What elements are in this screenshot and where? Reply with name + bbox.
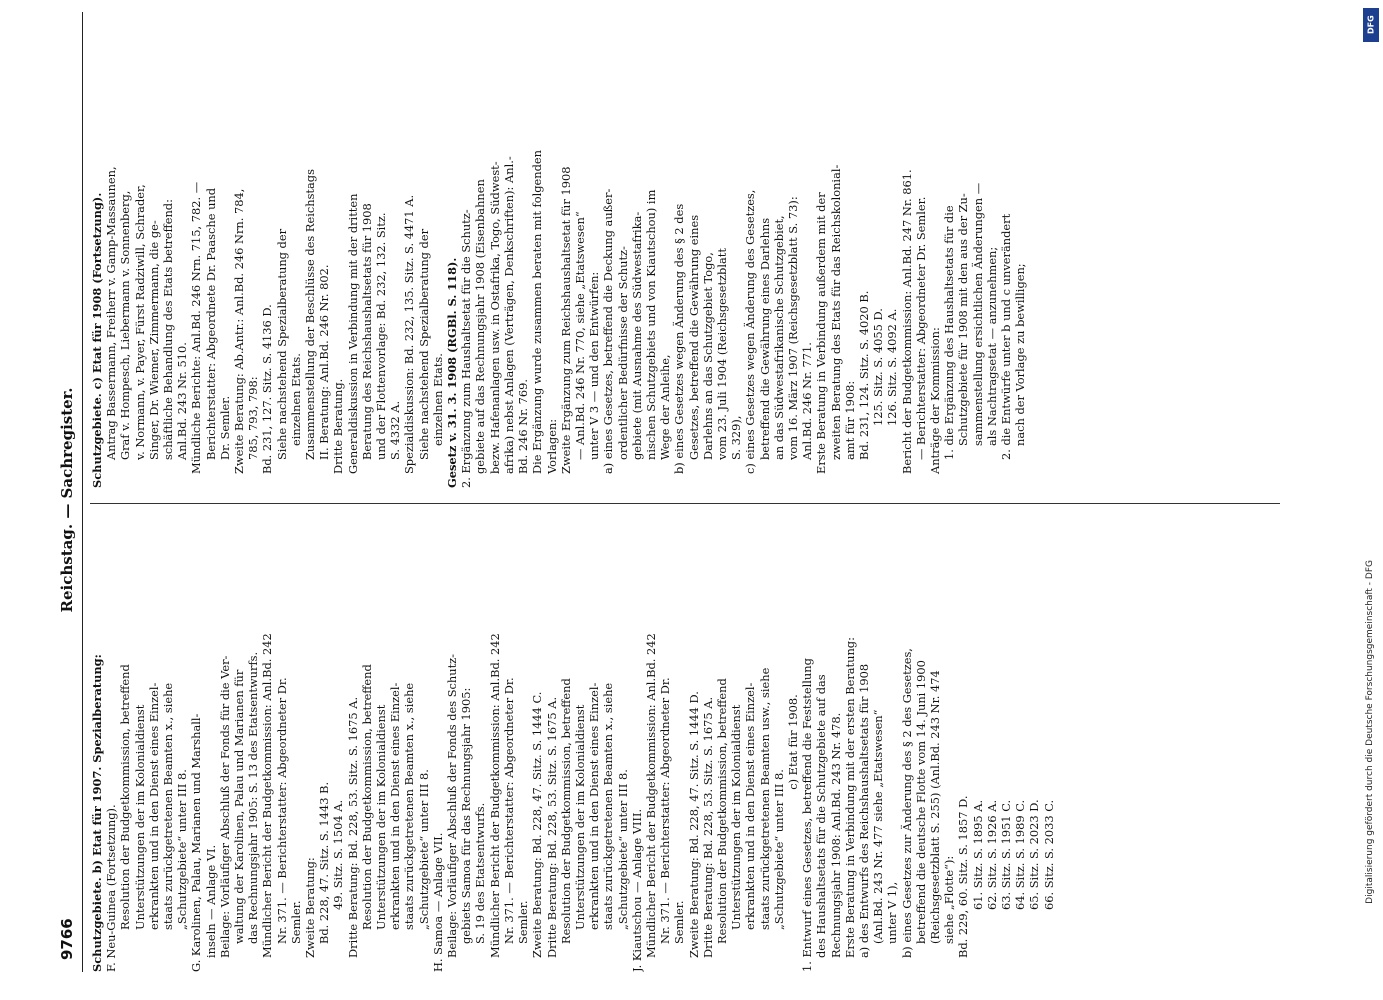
text-line: Beilage: Vorläufiger Abschluß der Fonds des Schutz- [445, 653, 460, 958]
text-line: Bd. 229, 60. Sitz. S. 1857 D. [956, 795, 971, 958]
text-line: a) eines Gesetzes, betreffend die Deckung außer- [601, 188, 616, 474]
page-number: 9766 [58, 918, 76, 960]
text-line: 62. Sitz. S. 1926 A. [984, 799, 999, 910]
text-line: Graf v. Hompesch, Liebermann v. Sonnenberg, [118, 190, 133, 460]
text-line: b) eines Gesetzes wegen Änderung des § 2 des [672, 203, 687, 474]
text-line: a) des Entwurfs des Reichshaushaltsetats für 1908 [856, 663, 871, 958]
text-line: c) eines Gesetzes wegen Änderung des Gesetzes, [743, 189, 758, 474]
text-line: Anl.Bd. 246 Nr. 771. [800, 342, 815, 460]
text-line: Bd. 228, 47. Sitz. S. 1443 B. [317, 781, 332, 944]
text-line: bezw. Hafenanlagen usw. in Ostafrika, Togo, Südwest- [487, 161, 502, 474]
text-line: sammenstellung ersichtlichen Änderungen — [970, 182, 985, 446]
text-line: Nr. 371. — Berichterstatter: Abgeordneter Dr. [658, 677, 673, 944]
text-line: J. Kiautschou — Anlage VIII. [629, 808, 644, 972]
text-line: einzelnen Etats. [430, 353, 445, 446]
text-line: S. 19 des Etatsentwurfs. [473, 802, 488, 944]
text-line: 65. Sitz. S. 2023 D. [1027, 799, 1042, 910]
text-line: erkrankten und in den Dienst eines Einzel- [388, 682, 403, 930]
text-line: 66. Sitz. S. 2033 C. [1041, 799, 1056, 910]
text-line: b) eines Gesetzes zur Änderung des § 2 des Gesetzes, [899, 648, 914, 958]
text-line: nischen Schutzgebiets und von Kiautschou) im [643, 189, 658, 460]
text-line: 1. Entwurf eines Gesetzes, betreffend die Feststellung [800, 658, 815, 972]
text-line: 126. Sitz. S. 4092 A. [885, 308, 900, 426]
text-line: und der Flottenvorlage: Bd. 232, 132. Sitz. [374, 212, 389, 460]
text-line: Dritte Beratung: Bd. 228, 53. Sitz. S. 1675 A. [345, 696, 360, 958]
text-line: — Anl.Bd. 246 Nr. 770, siehe „Etatswesen“ [572, 211, 587, 460]
text-line: einzelnen Etats. [288, 353, 303, 446]
text-line: v. Normann, v. Payer, Fürst Radziwill, Schrader, [132, 184, 147, 460]
header-rule [82, 12, 83, 972]
text-line: als Nachtragsetat — anzunehmen; [984, 246, 999, 446]
text-line: 64. Sitz. S. 1989 C. [1013, 799, 1028, 910]
text-line: Anträge der Kommission: [927, 327, 942, 474]
text-line: Anl.Bd. 243 Nr. 510. [175, 342, 190, 460]
text-line: Die Ergänzung wurde zusammen beraten mit folgenden [530, 150, 545, 474]
text-line: Erste Beratung in Verbindung außerdem mit der [814, 192, 829, 474]
text-line: Siehe nachstehend Spezialberatung der [274, 228, 289, 460]
text-line: betreffend die deutsche Flotte vom 14. Juni 1900 [913, 660, 928, 944]
text-line: 125. Sitz. S. 4055 D. [871, 308, 886, 426]
text-line: Mündlicher Bericht der Budgetkommission: Anl.Bd. 242 [487, 633, 502, 958]
text-line: 2. die Entwürfe unter b und c unverändert [999, 213, 1013, 460]
text-line: Erste Beratung in Verbindung mit der ersten Beratung: [842, 637, 857, 958]
text-line: Bericht der Budgetkommission: Anl.Bd. 247 Nr. 861. [899, 169, 914, 474]
text-line: Bd. 231, 124. Sitz. S. 4020 B. [856, 290, 871, 460]
text-line: Bd. 231, 127. Sitz. S. 4136 D. [260, 304, 275, 474]
text-line: an das Südwestafrikanische Schutzgebiet, [771, 215, 786, 460]
text-line: S. 329), [729, 415, 744, 460]
text-line: „Schutzgebiete“ unter III 8. [771, 769, 786, 930]
text-line: des Haushaltsetats für die Schutzgebiete auf das [814, 674, 829, 958]
text-line: „Schutzgebiete“ unter III 8. [416, 769, 431, 930]
text-line: erkrankten und in den Dienst eines Einzel- [587, 682, 602, 930]
text-line: G. Karolinen, Palau, Marianen und Marshall- [189, 713, 204, 972]
text-line: Semler. [672, 900, 687, 944]
text-line: „Schutzgebiete“ unter III 8. [615, 769, 630, 930]
text-line: afrika) nebst Anlagen (Verträgen, Denkschriften): Anl.- [501, 156, 516, 474]
text-line: F. Neu-Guinea (Fortsetzung). [104, 804, 119, 972]
text-line: Rechnungsjahr 1908: Anl.Bd. 243 Nr. 478. [828, 712, 843, 958]
text-line: Unterstützungen der im Kolonialdienst [132, 704, 147, 930]
text-line: Nr. 371. — Berichterstatter: Abgeordneter Dr. [501, 677, 516, 944]
text-line: Semler. [516, 900, 531, 944]
text-line: Semler. [288, 900, 303, 944]
text-line: Dritte Beratung. [331, 378, 346, 474]
text-line: Singer, Dr. Wiemer, Zimmermann, die ge- [146, 220, 161, 460]
text-line: Resolution der Budgetkommission, betreffend [359, 664, 374, 930]
text-line: 1. die Ergänzung des Haushaltsetats für die [942, 205, 957, 460]
text-line: nach der Vorlage zu bewilligen; [1013, 263, 1028, 446]
text-line: Resolution der Budgetkommission, betreffend [118, 664, 133, 930]
digitization-sidebar [1363, 0, 1381, 1000]
text-line: Zweite Beratung: Ab.Antr.: Anl.Bd. 246 Nrn. 784, [232, 188, 247, 474]
text-line: staats zurückgetretenen Beamten x., siehe [161, 682, 176, 930]
text-line: Dr. Semler. [217, 395, 232, 460]
text-line: vom 16. März 1907 (Reichsgesetzblatt S. 73): [785, 196, 800, 460]
running-head [58, 0, 78, 1000]
text-line: gebiete (mit Ausnahme des Südwestafrika- [629, 211, 644, 460]
column-divider [90, 503, 1280, 504]
text-line: Schutzgebiete. c) Etat für 1908 (Fortsetzung). [90, 192, 104, 488]
text-line: 61. Sitz. S. 1895 A. [970, 799, 985, 910]
text-line: Resolution der Budgetkommission, betreffend [558, 678, 573, 944]
text-line: Schutzgebiete. b) Etat für 1907. Spezialberatung: [90, 654, 104, 972]
text-line: inseln — Anlage VI. [203, 844, 218, 958]
text-line: H. Samoa — Anlage VII. [430, 832, 445, 972]
left-column [90, 512, 1056, 972]
text-line: unter V 3 — und den Entwürfen: [587, 271, 602, 460]
text-line: Zweite Beratung: Bd. 228, 47. Sitz. S. 1444 C. [530, 691, 545, 958]
text-line: vom 23. Juli 1904 (Reichsgesetzblatt [714, 248, 729, 460]
text-line: Vorlagen: [544, 418, 559, 474]
text-line: Beratung des Reichshaushaltsetats für 1908 [359, 203, 374, 460]
text-line: 785, 793, 798: [246, 376, 261, 460]
text-line: — Berichterstatter: Abgeordneter Dr. Semler. [913, 196, 928, 460]
text-line: 2. Ergänzung zum Haushaltsetat für die Schutz- [459, 209, 474, 488]
text-line: Darlehns an das Schutzgebiet Togo, [700, 252, 715, 460]
text-line: Unterstützungen der im Kolonialdienst [729, 704, 744, 930]
text-line: S. 4332 A. [388, 400, 403, 460]
text-line: staats zurückgetretenen Beamten usw., siehe [757, 667, 772, 930]
text-line: Zweite Beratung: [303, 857, 318, 958]
text-line: Zusammenstellung der Beschlüsse des Reichstags [303, 169, 318, 460]
text-line: erkrankten und in den Dienst eines Einzel- [743, 682, 758, 930]
text-line: Beilage: Vorläufiger Abschluß der Fonds für die Ver- [217, 655, 232, 958]
text-line: das Rechnungsjahr 1905: S. 13 des Etatsentwurfs. [246, 651, 261, 944]
text-line: siehe „Flotte“): [942, 855, 957, 944]
text-line: Gesetzes, betreffend die Gewährung eines [686, 214, 701, 460]
text-line: betreffend die Gewährung eines Darlehns [757, 217, 772, 460]
text-line: zweiten Beratung des Etats für das Reichskolonial- [828, 164, 843, 460]
text-line: ordentlicher Bedürfnisse der Schutz- [615, 246, 630, 460]
text-line: Nr. 371. — Berichterstatter: Abgeordneter Dr. [274, 677, 289, 944]
text-line: II. Beratung: Anl.Bd. 246 Nr. 802. [317, 264, 332, 460]
text-line: Zweite Ergänzung zum Reichshaushaltsetat für 1908 [558, 166, 573, 474]
text-line: staats zurückgetretenen Beamten x., siehe [601, 682, 616, 930]
text-line: Unterstützungen der im Kolonialdienst [374, 704, 389, 930]
text-line: staats zurückgetretenen Beamten x., siehe [402, 682, 417, 930]
text-line: Wege der Anleihe, [658, 354, 673, 460]
text-line: gebiete auf das Rechnungsjahr 1908 (Eisenbahnen [473, 179, 488, 474]
right-column [90, 28, 1027, 488]
text-line: Gesetz v. 31. 3. 1908 (RGBl. S. 118). [445, 257, 460, 488]
text-line: Siehe nachstehend Spezialberatung der [416, 228, 431, 460]
text-line: Unterstützungen der im Kolonialdienst [572, 704, 587, 930]
text-line: waltung der Karolinen, Palau und Marianen für [232, 669, 247, 944]
text-line: Antrag Bassermann, Freiherr v. Gamp-Massaunen, [104, 166, 119, 460]
text-line: Mündliche Berichte: Anl.Bd. 246 Nrn. 715, 782. — [189, 181, 204, 474]
text-line: unter V 1), [885, 881, 900, 944]
text-line: 49. Sitz. S. 1504 A. [331, 799, 346, 910]
text-line: amt für 1908: [842, 380, 857, 460]
text-line: Berichterstatter: Abgeordnete Dr. Paasche und [203, 187, 218, 460]
text-line: „Schutzgebiete“ unter III 8. [175, 769, 190, 930]
text-line: Dritte Beratung: Bd. 228, 53. Sitz. S. 1675 A. [544, 696, 559, 958]
text-line: Schutzgebiete für 1908 mit den aus der Zu- [956, 193, 971, 446]
digitization-note: Digitalisierung gefördert durch die Deutsche Forschungsgemeinschaft - DFG [1365, 560, 1375, 904]
text-line: Zweite Beratung: Bd. 228, 47. Sitz. S. 1444 D. [686, 691, 701, 958]
text-line: (Anl.Bd. 243 Nr. 477 siehe „Etatswesen“ [871, 709, 886, 944]
text-line: gebiets Samoa für das Rechnungsjahr 1905: [459, 687, 474, 944]
text-line: 63. Sitz. S. 1951 C. [999, 799, 1013, 910]
text-line: Resolution der Budgetkommission, betreffend [714, 678, 729, 944]
text-line: schäftliche Behandlung des Etats betreffend: [161, 199, 176, 460]
text-line: Mündlicher Bericht der Budgetkommission: Anl.Bd. 242 [643, 633, 658, 958]
text-line: erkrankten und in den Dienst eines Einzel- [146, 682, 161, 930]
text-line: c) Etat für 1908. [785, 694, 800, 790]
text-line: Mündlicher Bericht der Budgetkommission: Anl.Bd. 242 [260, 633, 275, 958]
text-line: Generaldiskussion in Verbindung mit der dritten [345, 193, 360, 474]
text-line: Dritte Beratung: Bd. 228, 53. Sitz. S. 1675 A. [700, 696, 715, 958]
text-line: (Reichsgesetzblatt S. 255) (Anl.Bd. 243 Nr. 474 [927, 670, 942, 944]
running-title: Reichstag. — Sachregister. [58, 387, 76, 613]
text-line: Bd. 246 Nr. 769. [516, 378, 531, 474]
text-line: Spezialdiskussion: Bd. 232, 135. Sitz. S. 4471 A. [402, 194, 417, 474]
dfg-logo: DFG [1363, 8, 1379, 42]
